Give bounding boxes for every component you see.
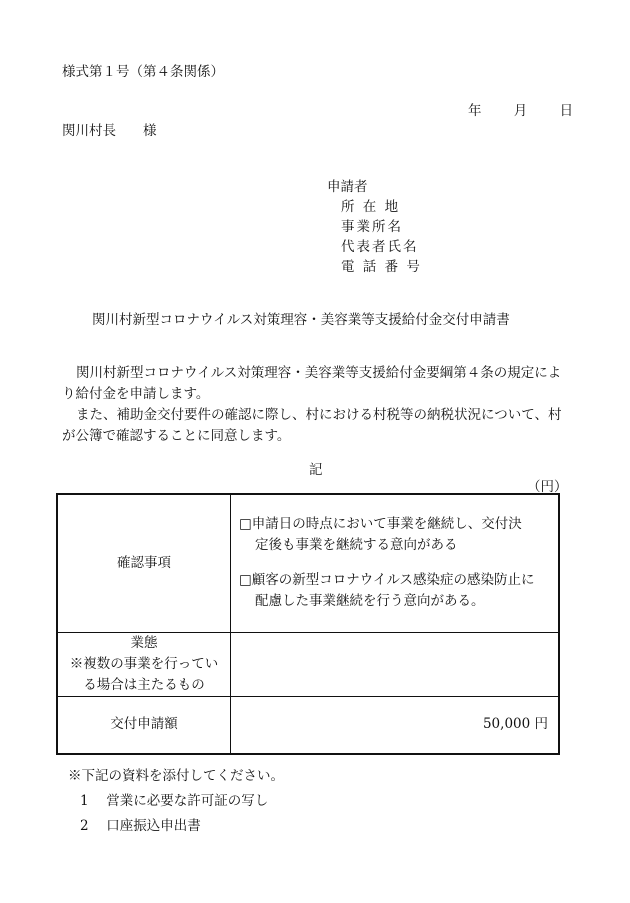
business-note-2: る場合は主たるもの — [83, 676, 205, 693]
field-business-name: 事業所名 — [341, 219, 403, 235]
body-paragraph-1: 関川村新型コロナウイルス対策理容・美容業等支援給付金要綱第４条の規定により給付金を申請します。 — [62, 365, 562, 402]
business-note-1: ※複数の事業を行ってい — [69, 655, 219, 672]
attachment-item — [68, 816, 284, 837]
attachment-no: 1 — [80, 793, 89, 809]
body-paragraph-2: また、補助金交付要件の確認に際し、村における村税等の納税状況について、村が公簿で確認することに同意します。 — [62, 407, 562, 444]
date-year: 年 — [468, 103, 482, 119]
applicant-heading: 申請者 — [327, 179, 368, 195]
table-row-confirm — [57, 494, 559, 632]
field-phone: 電 話 番 号 — [341, 259, 422, 275]
attachments-heading: ※下記の資料を添付してください。 — [68, 768, 284, 784]
unit-label: （円） — [527, 479, 568, 495]
attachment-no: 2 — [80, 818, 89, 834]
confirm-item-2[interactable]: □顧客の新型コロナウイルス感染症の感染防止に 配慮した事業継続を行う意向がある。 — [239, 572, 535, 610]
ki-heading: 記 — [309, 462, 323, 478]
business-value[interactable] — [231, 632, 560, 696]
document-title: 関川村新型コロナウイルス対策理容・美容業等支援給付金交付申請書 — [92, 312, 510, 328]
confirm-label: 確認事項 — [57, 494, 231, 632]
field-representative: 代表者氏名 — [341, 239, 419, 255]
date-line — [468, 102, 573, 120]
business-label-cell — [57, 632, 231, 696]
attachment-text: 営業に必要な許可証の写し — [106, 793, 269, 809]
form-number: 様式第１号（第４条関係） — [62, 64, 224, 80]
table-row-business — [57, 632, 559, 696]
attachments-block — [68, 766, 284, 837]
amount-value: 50,000 円 — [231, 696, 560, 754]
table-row-amount — [57, 696, 559, 754]
date-month: 月 — [513, 103, 528, 119]
attachment-text: 口座振込申出書 — [106, 818, 201, 834]
applicant-block — [327, 177, 422, 277]
confirm-items — [231, 494, 560, 632]
addressee: 関川村長 様 — [62, 123, 157, 139]
application-table — [56, 493, 560, 755]
amount-label: 交付申請額 — [57, 696, 231, 754]
field-address: 所 在 地 — [341, 199, 401, 215]
attachment-item — [68, 791, 284, 812]
date-day: 日 — [559, 103, 574, 119]
confirm-item-1[interactable]: □申請日の時点において事業を継続し、交付決 定後も事業を継続する意向がある — [239, 516, 522, 554]
business-label: 業態 — [130, 634, 158, 651]
